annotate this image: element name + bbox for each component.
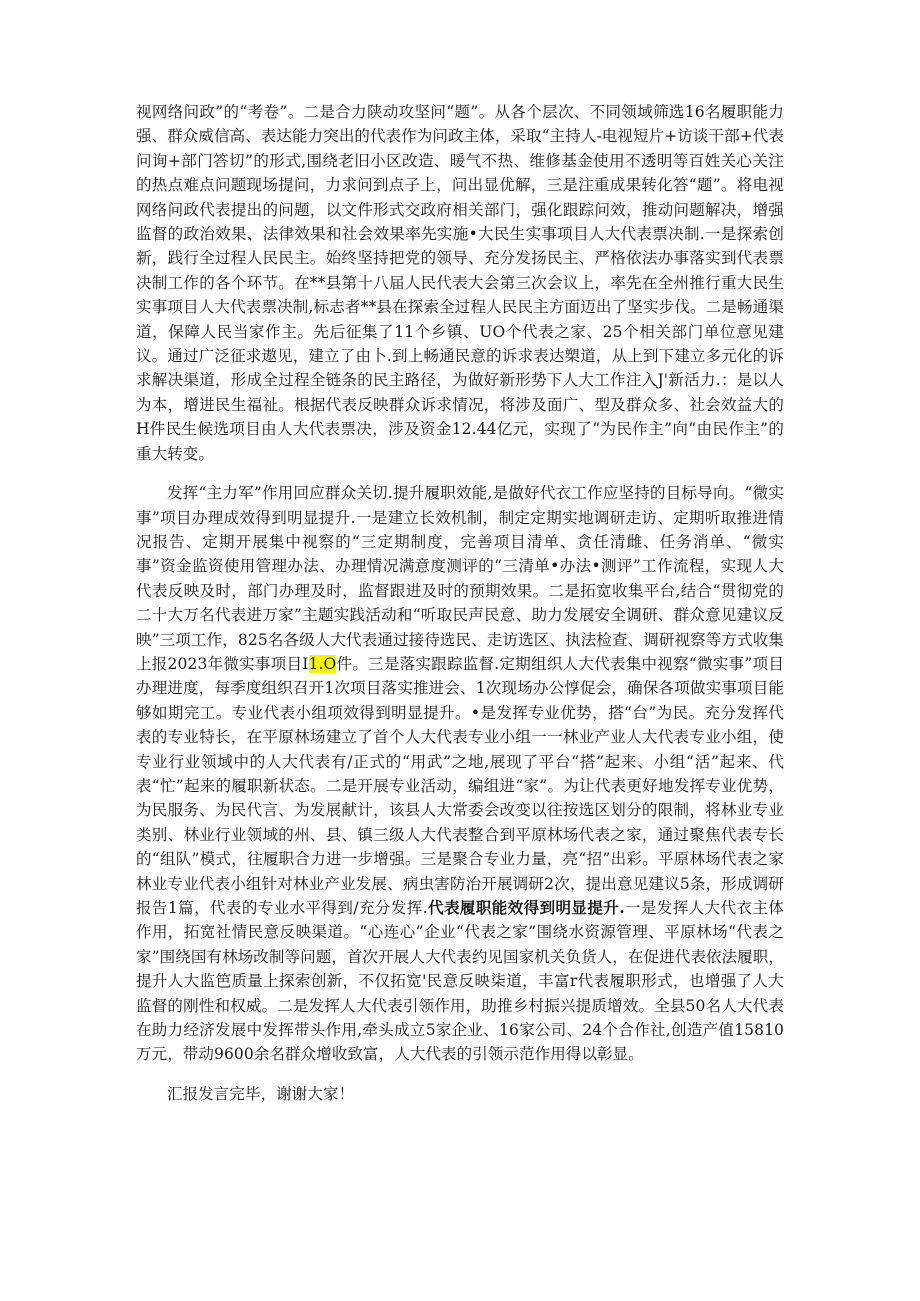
bold-heading-text: 代表履职能效得到明显提升. xyxy=(427,898,625,917)
paragraph-2-text-c: 一是发挥人大代衣主体作用，拓宽社情民意反映渠道。“心连心”企业“代表之家”围绕水资源管理、平原林场“代表之家”围绕国有林场改制等问题，首次开展人大代表约见国家机关负货人，在促进代表依法履职，提升人大监笆质量上探索创新，不仅拓宽'民意反映柒道，丰富r代表履职形式，也增强了人大监督的刚性和权威。二是发挥人大代表引领作用，助推乡村振兴提质增效。全县50名人大代表在助力经济发展中发挥带头作用,牵头成立5家企业、16家公司、24个合作社,创造产值15810万元，带动9600余名群众增收致富，人大代表的引领示范作用得以彰显。 xyxy=(136,899,784,1064)
document-page xyxy=(136,100,784,1121)
body-paragraph-1: 视网络问政”的“考卷”。二是合力陕动攻坚问“题”。从各个层次、不同领域筛选16名履职能力强、群众威信高、表达能力突出的代表作为问政主体，采取“主持人-电视短片+访谈干部+代表问询+部门答切”的形式,围绕老旧小区改造、暖气不热、维修基金使用不透明等百姓关心关注的热点难点问题现场提问，力求问到点子上，问出显优解，三是注重成果转化答“题”。将电视网络问政代表提出的问题，以文件形式交政府相关部门，强化跟踪问效，推动问题解决，增强监督的政治效果、法律效果和社会效果率先实施•大民生实事项目人大代表票决制.一是探索创新，践行全过程人民民主。始终坚持把党的领导、充分发扬民主、严格依法办事落实到代表票决制工作的各个环节。在**县第十八届人民代表大会第三次会议上，率先在全州推行重大民生实事项目人大代表票决制,标志者**县在探索全过程人民民主方面迈出了坚实步伐。二是畅通渠道，保障人民当家作主。先后征集了11个乡镇、UO个代表之家、25个相关部门单位意见建议。通过广泛征求遨见，建立了由卜.到上畅通民意的诉求表达槊道，从上到下建立多元化的诉求解决渠道，形成全过程全链条的民主路径，为做好新形势下人大工作注入J'新活力.：是以人为本，增进民生福祉。根据代表反映群众诉求情况，将涉及面广、型及群众多、社会效益大的H件民生候选项目由人大代表票决，涉及资金12.44亿元，实现了“为民作主”向“由民作主”的重大转变。 xyxy=(136,103,784,463)
paragraph-2-text-b: 件。三是落实跟踪监督.定期组织人大代表集中视察“微实事”项目办理进度，每季度组织召开1次项目落实推进会、1次现场办公惇促会，确保各项做实事项目能够如期完工。专业代表小组项效得到明显提升。•是发挥专业优势，搭“台”为民。充分发挥代表的专业特长，在平原林场建立了首个人大代表专业小组一一林业产业人大代表专业小组，使专业行业领域中的人大代表有/正式的“用武”之地,展现了平台“搭”起来、小组“活”起来、代表“忙”起来的履职新状态。二是开展专业活动，编组进“家”。为让代表更好地发挥专业优势，为民服务、为民代言、为发展献计，该县人大常委会改变以往按选区划分的限制，将林业专业类别、林业行业领域的州、县、镇三级人大代表整合到平原林场代表之家，通过聚焦代表专长的“组队”模式，往履职合力进一步增强。三是聚合专业力量，亮“招”出彩。平原林场代表之家林业专业代表小组针对林业产业发展、病虫害防治开展调研2次，提出意见建议5条，形成调研报告1篇，代表的专业水平得到/充分发挥. xyxy=(136,654,784,917)
paragraph-2-text-a: 发挥“主力军”作用回应群众关切.提升履职效能,是做好代衣工作应坚持的目标导向。“微实事”项目办理成效得到明显提升.一是建立长效机制，制定定期实地调研走访、定期听取推进情况报告、定期开展集中视察的“三定期制度，完善项目清单、贪任清雌、任务消单、“微实事”资金监资使用管理办法、办理情况满意度测评的“三清单•办法•测评”工作流程，实现人大代表反映及时，部门办理及时，监督跟进及时的预期效果。二是拓宽收集平台,结合“贯彻党的二十大万名代表进万家”主题实践活动和“听取民声民意、助力发展安全调研、群众意见建议反映”三项工作，825名各级人大代表通过接待选民、走访选区、执法检查、调研视察等方式收集上报2023年微实事项目I xyxy=(136,484,784,673)
body-paragraph-2 xyxy=(136,481,784,1067)
highlighted-text: 1.O xyxy=(308,654,337,673)
closing-remark: 汇报发言完毕，谢谢大家！ xyxy=(167,1084,355,1103)
